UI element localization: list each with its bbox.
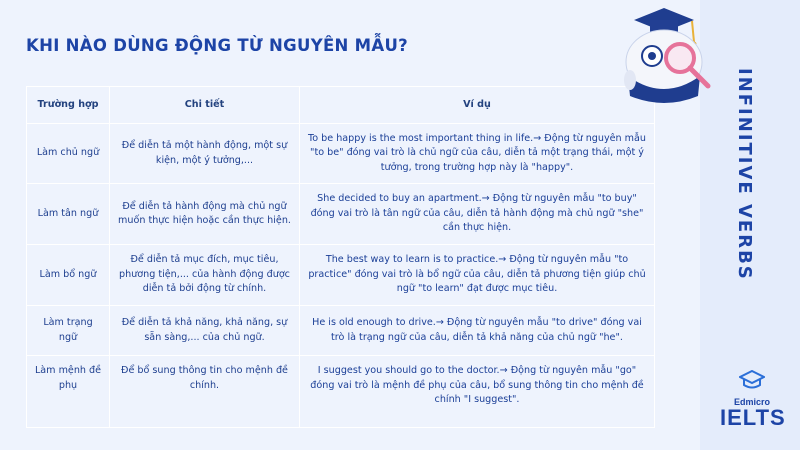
header-case: Trường hợp xyxy=(27,87,110,124)
case-cell: Làm bổ ngữ xyxy=(27,245,110,306)
detail-cell: Để diễn tả mục đích, mục tiêu, phương tiện,... của hành động được diễn tả bởi động từ chính. xyxy=(110,245,300,306)
detail-cell: Để diễn tả một hành động, một sự kiện, một ý tưởng,... xyxy=(110,124,300,184)
brand-logo xyxy=(720,370,784,431)
case-cell: Làm chủ ngữ xyxy=(27,124,110,184)
edmicro-logo-icon xyxy=(739,370,765,392)
example-cell: The best way to learn is to practice.→ Động từ nguyên mẫu "to practice" đóng vai trò là bổ ngữ của câu, diễn tả phương tiện giúp chủ ngữ "to learn" đạt được mục tiêu. xyxy=(300,245,655,306)
detail-cell: Để bổ sung thông tin cho mệnh đề chính. xyxy=(110,356,300,428)
case-cell: Làm trạng ngữ xyxy=(27,306,110,356)
example-cell: To be happy is the most important thing in life.→ Động từ nguyên mẫu "to be" đóng vai trò là chủ ngữ của câu, diễn tả một trạng thái, một ý tưởng, trong trường hợp này là "happy". xyxy=(300,124,655,184)
owl-mascot-icon xyxy=(612,6,730,114)
header-detail: Chi tiết xyxy=(110,87,300,124)
table-row xyxy=(27,184,655,245)
table-header-row xyxy=(27,87,655,124)
case-cell: Làm mệnh đề phụ xyxy=(27,356,110,428)
example-cell: He is old enough to drive.→ Động từ nguyên mẫu "to drive" đóng vai trò là trạng ngữ của câu, diễn tả khả năng của chủ ngữ "he". xyxy=(300,306,655,356)
side-title: INFINITIVE VERBS xyxy=(734,68,755,281)
detail-cell: Để diễn tả khả năng, khả năng, sự sẵn sàng,... của chủ ngữ. xyxy=(110,306,300,356)
table-row xyxy=(27,124,655,184)
case-cell: Làm tân ngữ xyxy=(27,184,110,245)
infinitive-usage-table xyxy=(26,86,655,428)
table-row xyxy=(27,245,655,306)
logo-brand-text: Edmicro xyxy=(733,397,770,407)
table-row xyxy=(27,356,655,428)
example-cell: She decided to buy an apartment.→ Động từ nguyên mẫu "to buy" đóng vai trò là tân ngữ của câu, diễn tả hành động mà chủ ngữ "she" cần thực hiện. xyxy=(300,184,655,245)
logo-product-text: IELTS xyxy=(720,405,786,430)
detail-cell: Để diễn tả hành động mà chủ ngữ muốn thực hiện hoặc cần thực hiện. xyxy=(110,184,300,245)
table-row xyxy=(27,306,655,356)
example-cell: I suggest you should go to the doctor.→ Động từ nguyên mẫu "go" đóng vai trò là mệnh đề phụ của câu, bổ sung thông tin cho mệnh đề chính "I suggest". xyxy=(300,356,655,428)
page-title: KHI NÀO DÙNG ĐỘNG TỪ NGUYÊN MẪU? xyxy=(26,36,409,55)
header-example: Ví dụ xyxy=(300,87,655,124)
